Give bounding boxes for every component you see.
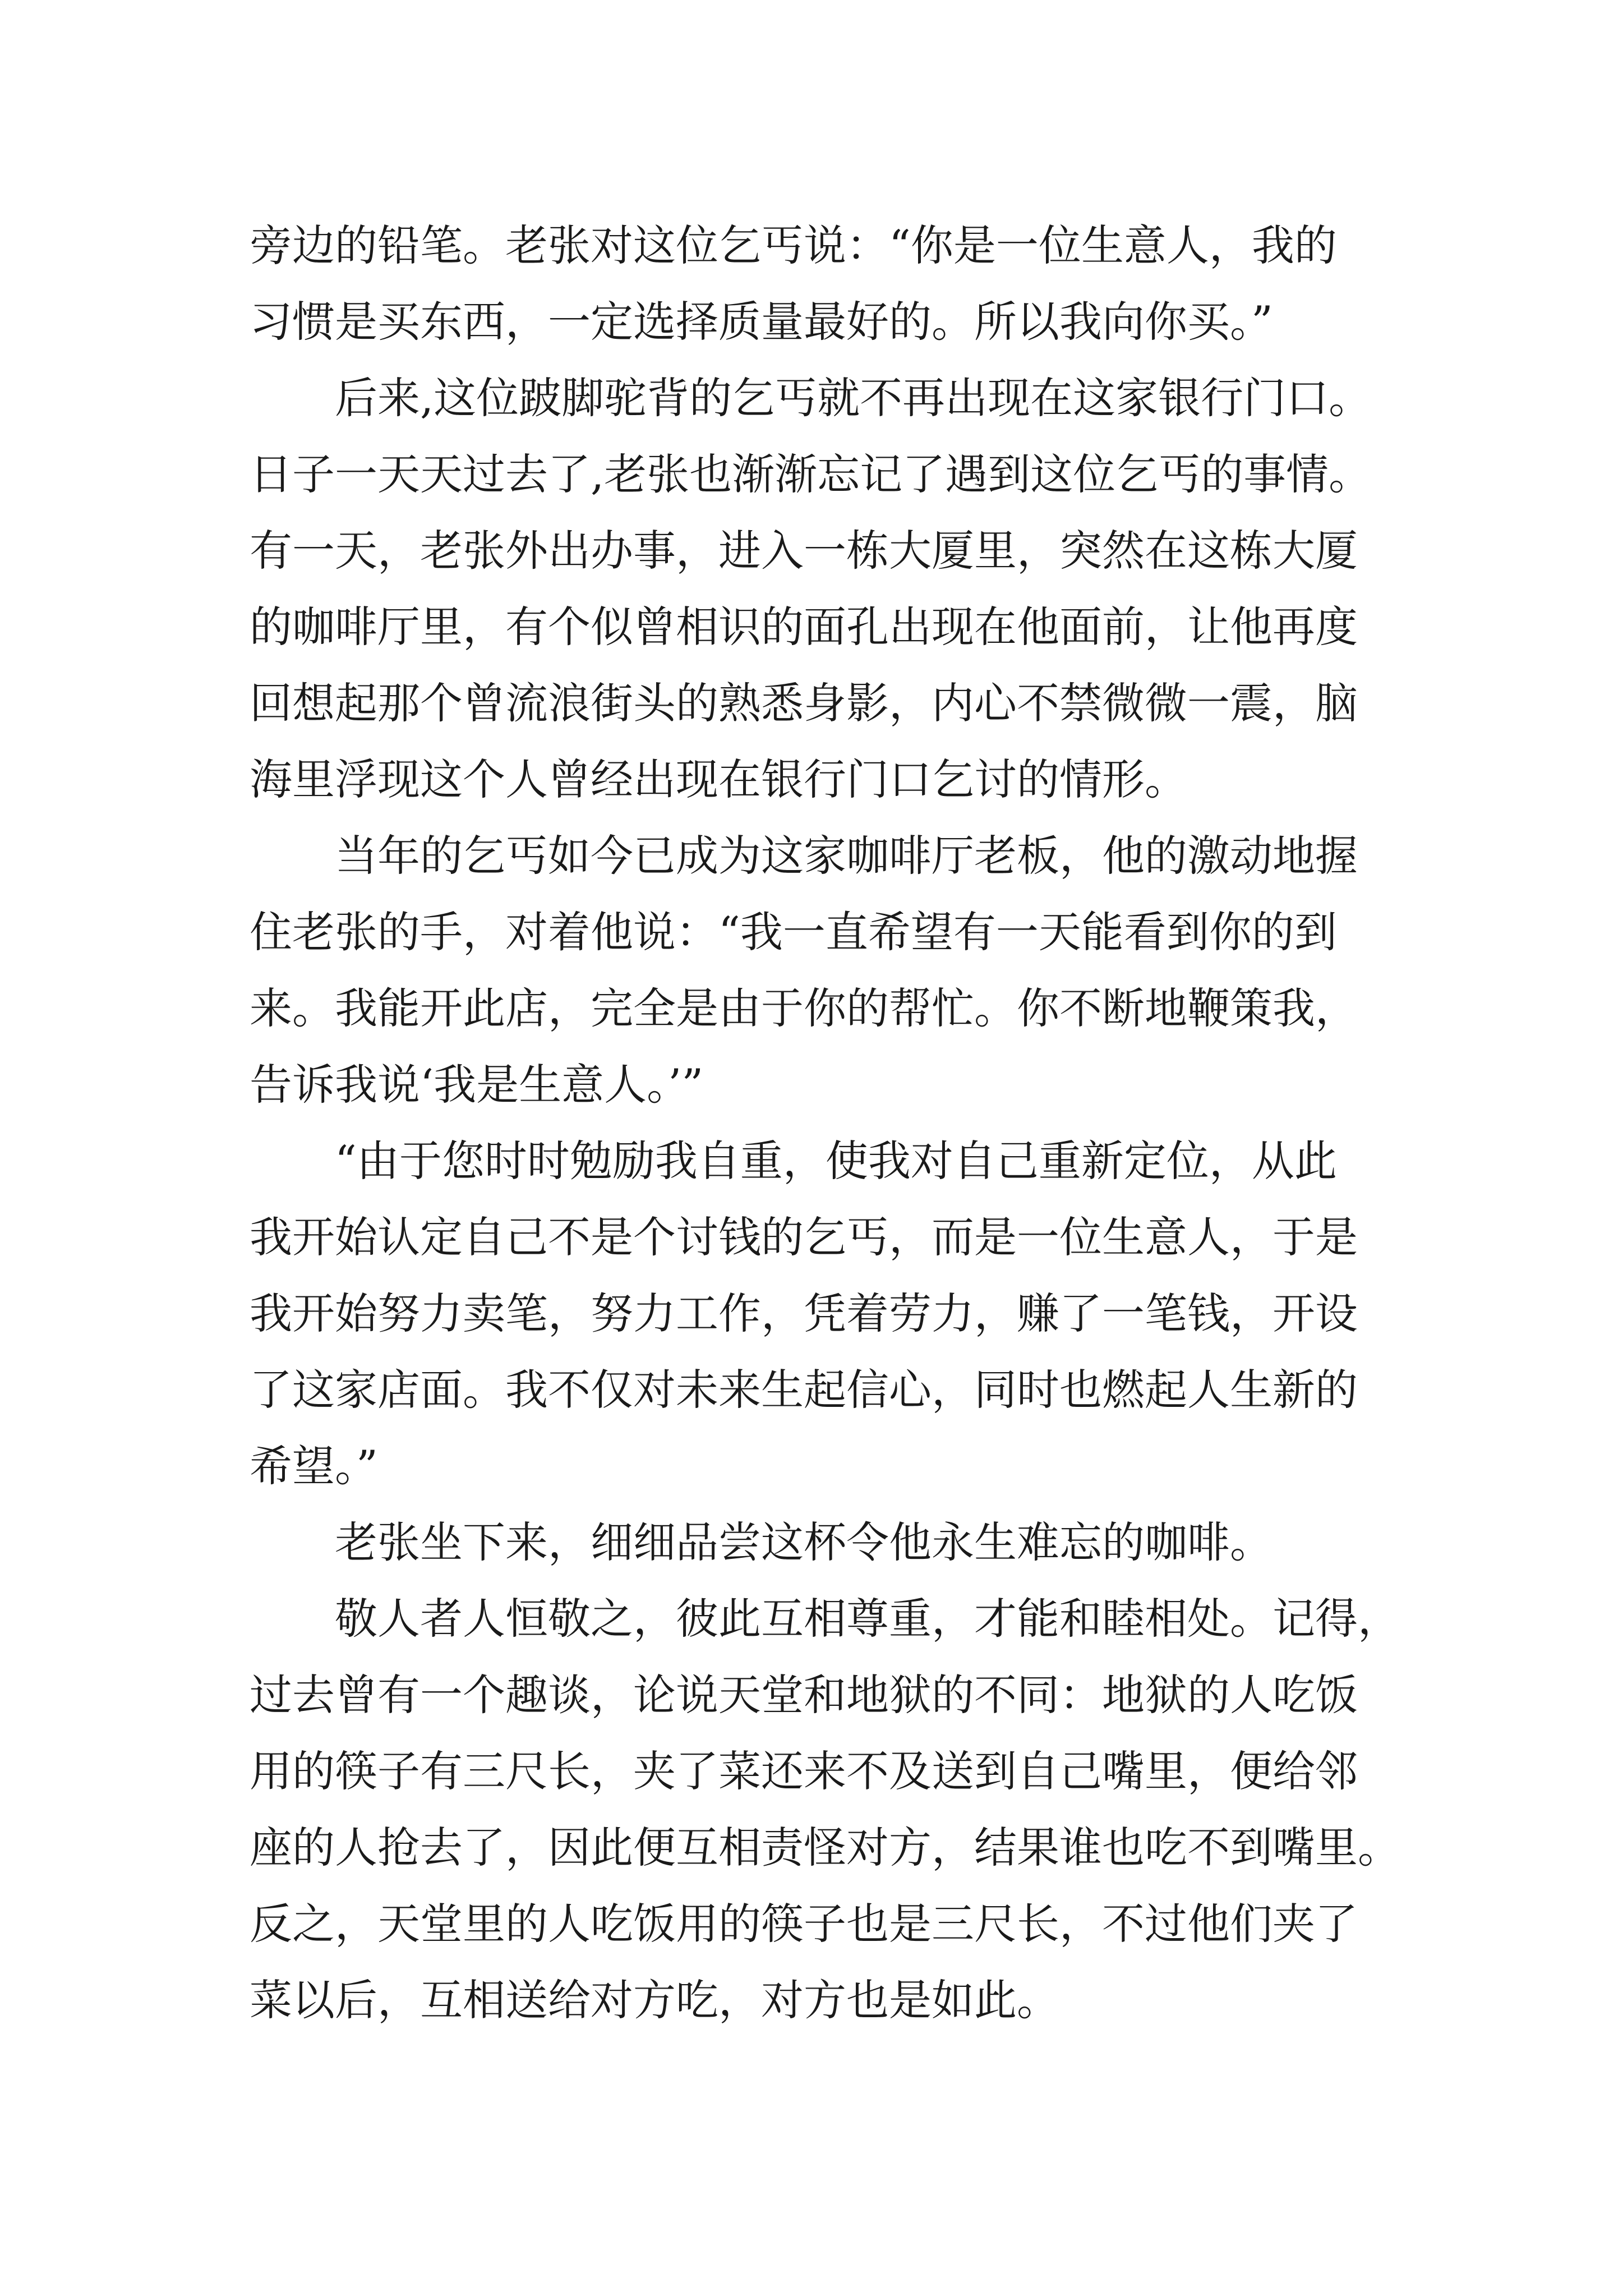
text-line: 的咖啡厅里，有个似曾相识的面孔出现在他面前，让他再度 <box>250 602 1358 652</box>
text-line: 了这家店面。我不仅对未来生起信心，同时也燃起人生新的 <box>250 1365 1358 1415</box>
text-line: 菜以后，互相送给对方吃，对方也是如此。 <box>250 1975 1059 2025</box>
text-line: 回想起那个曾流浪街头的熟悉身影，内心不禁微微一震，脑 <box>250 678 1358 728</box>
body-text <box>250 208 1400 2039</box>
text-line: 旁边的铅笔。老张对这位乞丐说：“你是一位生意人，我的 <box>250 220 1337 270</box>
text-line: 海里浮现这个人曾经出现在银行门口乞讨的情形。 <box>250 754 1187 804</box>
text-line: 我开始努力卖笔，努力工作，凭着劳力，赚了一笔钱，开设 <box>250 1289 1358 1338</box>
text-line: 敬人者人恒敬之，彼此互相尊重，才能和睦相处。记得， <box>335 1594 1400 1644</box>
text-line: 希望。” <box>250 1441 378 1491</box>
text-line: 来。我能开此店，完全是由于你的帮忙。你不断地鞭策我， <box>250 983 1358 1033</box>
text-line: 我开始认定自己不是个讨钱的乞丐，而是一位生意人，于是 <box>250 1212 1358 1262</box>
text-line: “由于您时时勉励我自重，使我对自己重新定位，从此 <box>335 1136 1337 1186</box>
text-line: 后来,这位跛脚驼背的乞丐就不再出现在这家银行门口。 <box>335 373 1372 423</box>
text-line: 习惯是买东西，一定选择质量最好的。所以我向你买。” <box>250 297 1273 347</box>
text-line: 老张坐下来，细细品尝这杯令他永生难忘的咖啡。 <box>335 1517 1272 1567</box>
text-line: 座的人抢去了，因此便互相责怪对方，结果谁也吃不到嘴里。 <box>250 1823 1400 1872</box>
text-line: 住老张的手，对着他说：“我一直希望有一天能看到你的到 <box>250 907 1337 957</box>
text-line: 告诉我说‘我是生意人。’” <box>250 1060 704 1110</box>
text-line: 反之，天堂里的人吃饭用的筷子也是三尺长，不过他们夹了 <box>250 1899 1358 1949</box>
text-line: 当年的乞丐如今已成为这家咖啡厅老板，他的激动地握 <box>335 831 1358 881</box>
text-line: 用的筷子有三尺长，夹了菜还来不及送到自己嘴里，便给邻 <box>250 1746 1358 1796</box>
text-line: 日子一天天过去了,老张也渐渐忘记了遇到这位乞丐的事情。 <box>250 449 1372 499</box>
text-line: 过去曾有一个趣谈，论说天堂和地狱的不同：地狱的人吃饭 <box>250 1670 1358 1720</box>
text-line: 有一天，老张外出办事，进入一栋大厦里，突然在这栋大厦 <box>250 526 1358 576</box>
